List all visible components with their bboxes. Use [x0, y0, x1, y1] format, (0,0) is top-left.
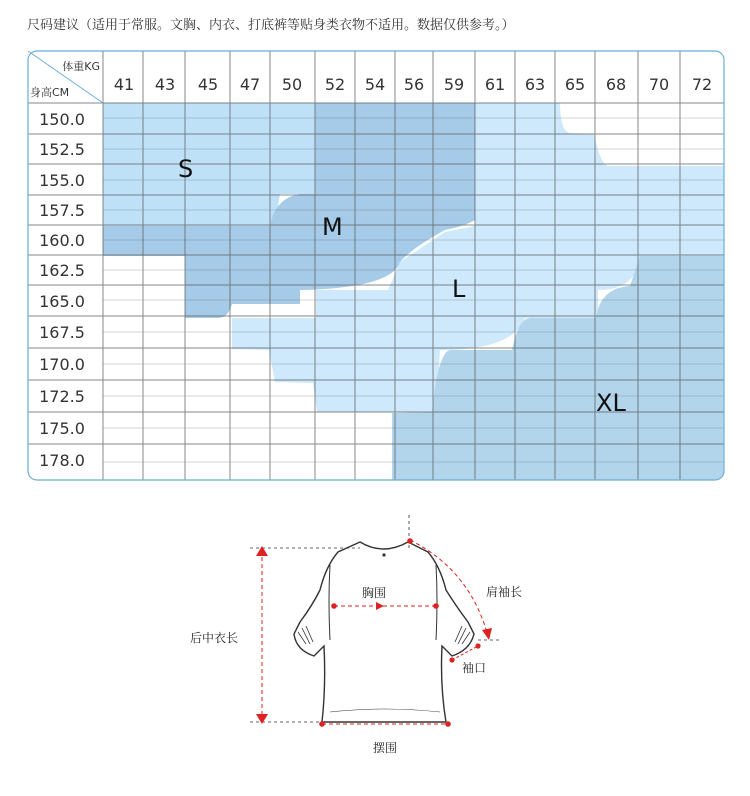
height-row-167-5: 167.5: [39, 323, 85, 342]
label-sleeve-length: 肩袖长: [486, 585, 523, 599]
weight-col-54: 54: [364, 75, 386, 94]
weight-col-65: 65: [564, 75, 586, 94]
label-hem: 摆围: [373, 741, 398, 755]
height-row-160: 160.0: [39, 231, 85, 250]
weight-col-63: 63: [524, 75, 546, 94]
garment-outline: [294, 542, 474, 722]
height-row-170: 170.0: [39, 355, 85, 374]
weight-col-52: 52: [324, 75, 346, 94]
height-row-175: 175.0: [39, 419, 85, 438]
height-row-178: 178.0: [39, 451, 85, 470]
size-note: 尺码建议（适用于常服。文胸、内衣、打底裤等贴身类衣物不适用。数据仅供参考。）: [27, 18, 515, 33]
weight-col-43: 43: [154, 75, 176, 94]
size-label-l: L: [452, 275, 466, 303]
height-row-172-5: 172.5: [39, 387, 85, 406]
weight-header: 体重KG: [62, 60, 100, 73]
weight-header-row: [114, 75, 712, 94]
height-row-162-5: 162.5: [39, 261, 85, 280]
label-chest: 胸围: [362, 586, 387, 600]
garment-diagram: [190, 515, 522, 755]
weight-col-68: 68: [605, 75, 627, 94]
height-row-165: 165.0: [39, 292, 85, 311]
weight-col-41: 41: [113, 75, 135, 94]
label-back-length: 后中衣长: [190, 631, 239, 645]
weight-col-59: 59: [443, 75, 465, 94]
label-cuff: 袖口: [462, 661, 487, 675]
height-row-152-5: 152.5: [39, 140, 85, 159]
size-label-m: M: [322, 213, 343, 241]
height-row-155: 155.0: [39, 171, 85, 190]
weight-col-72: 72: [691, 75, 713, 94]
weight-col-70: 70: [648, 75, 670, 94]
weight-col-61: 61: [484, 75, 506, 94]
height-row-157-5: 157.5: [39, 201, 85, 220]
height-row-150: 150.0: [39, 110, 85, 129]
size-label-s: S: [178, 155, 194, 183]
weight-col-45: 45: [197, 75, 219, 94]
weight-col-50: 50: [281, 75, 303, 94]
height-header: 身高CM: [30, 86, 70, 99]
weight-col-56: 56: [403, 75, 425, 94]
size-label-xl: XL: [596, 389, 626, 417]
weight-col-47: 47: [239, 75, 261, 94]
